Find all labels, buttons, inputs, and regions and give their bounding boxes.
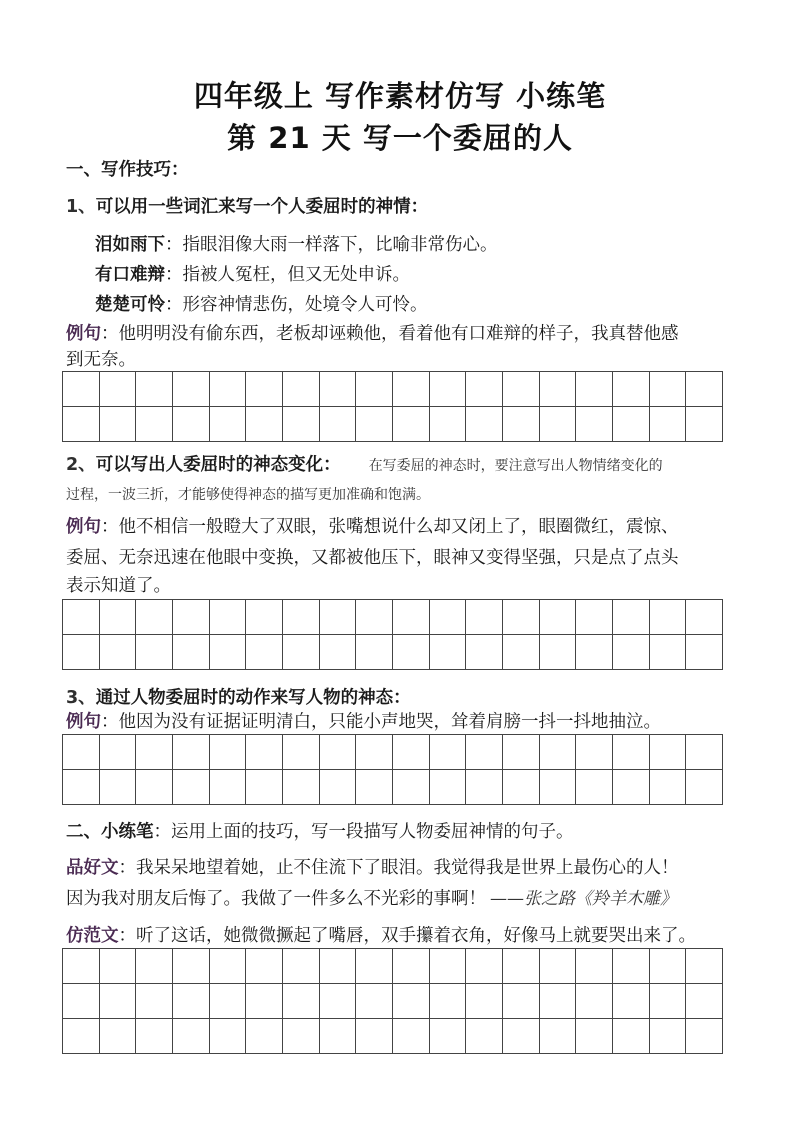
page-subtitle: 第 21 天 写一个委屈的人 bbox=[227, 121, 573, 155]
grid-cell[interactable] bbox=[100, 1019, 137, 1054]
term-word: 楚楚可怜 bbox=[95, 295, 165, 315]
grid-cell[interactable] bbox=[430, 949, 467, 984]
grid-cell[interactable] bbox=[63, 407, 100, 442]
example-label: 例句 bbox=[66, 324, 101, 344]
grid-cell[interactable] bbox=[430, 1019, 467, 1054]
tip2-num: 2、 bbox=[66, 455, 96, 475]
grid-cell[interactable] bbox=[356, 735, 393, 770]
grid-cell[interactable] bbox=[540, 735, 577, 770]
grid-cell[interactable] bbox=[63, 1019, 100, 1054]
grid-cell[interactable] bbox=[686, 407, 723, 442]
grid-cell[interactable] bbox=[503, 735, 540, 770]
grid-cell[interactable] bbox=[320, 635, 357, 670]
grid-cell[interactable] bbox=[576, 600, 613, 635]
grid-cell[interactable] bbox=[173, 407, 210, 442]
grid-cell[interactable] bbox=[686, 770, 723, 805]
grid-cell[interactable] bbox=[63, 949, 100, 984]
tip2-example-line3: 表示知道了。 bbox=[66, 576, 171, 596]
grid-cell[interactable] bbox=[686, 735, 723, 770]
section2-instruction: ：运用上面的技巧，写一段描写人物委屈神情的句子。 bbox=[153, 822, 574, 842]
grid-cell[interactable] bbox=[540, 949, 577, 984]
grid-cell[interactable] bbox=[393, 735, 430, 770]
grid-cell[interactable] bbox=[650, 407, 687, 442]
grid-cell[interactable] bbox=[356, 372, 393, 407]
grid-cell[interactable] bbox=[246, 770, 283, 805]
grid-cell[interactable] bbox=[613, 735, 650, 770]
grid-cell[interactable] bbox=[136, 984, 173, 1019]
grid-cell[interactable] bbox=[430, 372, 467, 407]
grid-cell[interactable] bbox=[540, 1019, 577, 1054]
grid-cell[interactable] bbox=[576, 407, 613, 442]
grid-cell[interactable] bbox=[503, 372, 540, 407]
grid-cell[interactable] bbox=[576, 735, 613, 770]
grid-cell[interactable] bbox=[246, 600, 283, 635]
grid-cell[interactable] bbox=[613, 1019, 650, 1054]
grid-cell[interactable] bbox=[136, 600, 173, 635]
model-text: ：听了这话，她微微撅起了嘴唇，双手攥着衣角，好像马上就要哭出来了。 bbox=[118, 926, 696, 946]
grid-cell[interactable] bbox=[393, 949, 430, 984]
grid-cell[interactable] bbox=[356, 984, 393, 1019]
term-definition: 指被人冤枉，但又无处申诉。 bbox=[182, 265, 410, 285]
grid-cell[interactable] bbox=[356, 407, 393, 442]
grid-cell[interactable] bbox=[430, 407, 467, 442]
grid-cell[interactable] bbox=[650, 949, 687, 984]
grid-cell[interactable] bbox=[320, 600, 357, 635]
grid-cell[interactable] bbox=[430, 600, 467, 635]
grid-cell[interactable] bbox=[246, 1019, 283, 1054]
grid-cell[interactable] bbox=[246, 949, 283, 984]
grid-cell[interactable] bbox=[540, 407, 577, 442]
grid-cell[interactable] bbox=[356, 1019, 393, 1054]
grid-cell[interactable] bbox=[136, 372, 173, 407]
grid-cell[interactable] bbox=[283, 600, 320, 635]
grid-cell[interactable] bbox=[650, 372, 687, 407]
grid-cell[interactable] bbox=[576, 635, 613, 670]
grid-cell[interactable] bbox=[246, 735, 283, 770]
writing-grid-1[interactable] bbox=[62, 371, 723, 442]
grid-cell[interactable] bbox=[320, 984, 357, 1019]
term-word: 泪如雨下 bbox=[95, 235, 165, 255]
grid-cell[interactable] bbox=[63, 984, 100, 1019]
good-label: 品好文 bbox=[66, 858, 119, 878]
grid-cell[interactable] bbox=[210, 635, 247, 670]
example-text: ：他因为没有证据证明清白，只能小声地哭，耸着肩膀一抖一抖地抽泣。 bbox=[101, 712, 661, 732]
grid-cell[interactable] bbox=[210, 407, 247, 442]
grid-cell[interactable] bbox=[466, 984, 503, 1019]
grid-cell[interactable] bbox=[686, 635, 723, 670]
grid-cell[interactable] bbox=[100, 984, 137, 1019]
grid-cell[interactable] bbox=[430, 770, 467, 805]
term-row bbox=[95, 293, 775, 317]
model-label: 仿范文 bbox=[66, 926, 119, 946]
grid-cell[interactable] bbox=[246, 372, 283, 407]
grid-cell[interactable] bbox=[63, 735, 100, 770]
example-text: ：他不相信一般瞪大了双眼，张嘴想说什么却又闭上了，眼圈微红，震惊、 bbox=[101, 517, 679, 537]
term-definition: 形容神情悲伤，处境令人可怜。 bbox=[182, 295, 428, 315]
grid-cell[interactable] bbox=[393, 984, 430, 1019]
grid-cell[interactable] bbox=[466, 372, 503, 407]
term-definition: 指眼泪像大雨一样落下，比喻非常伤心。 bbox=[182, 235, 498, 255]
grid-cell[interactable] bbox=[576, 1019, 613, 1054]
grid-cell[interactable] bbox=[63, 635, 100, 670]
tip1-heading-text: 可以用一些词汇来写一个人委屈时的神情： bbox=[95, 197, 429, 217]
grid-cell[interactable] bbox=[430, 635, 467, 670]
grid-cell[interactable] bbox=[136, 635, 173, 670]
grid-cell[interactable] bbox=[613, 372, 650, 407]
grid-cell[interactable] bbox=[503, 635, 540, 670]
grid-cell[interactable] bbox=[430, 735, 467, 770]
tip3-num: 3、 bbox=[66, 688, 96, 708]
grid-cell[interactable] bbox=[246, 984, 283, 1019]
grid-cell[interactable] bbox=[283, 735, 320, 770]
grid-cell[interactable] bbox=[136, 949, 173, 984]
grid-cell[interactable] bbox=[650, 1019, 687, 1054]
grid-cell[interactable] bbox=[320, 770, 357, 805]
grid-cell[interactable] bbox=[393, 372, 430, 407]
grid-cell[interactable] bbox=[173, 372, 210, 407]
tip2-note: 在写委屈的神态时，要注意写出人物情绪变化的 bbox=[368, 458, 663, 474]
grid-cell[interactable] bbox=[100, 949, 137, 984]
grid-cell[interactable] bbox=[283, 1019, 320, 1054]
tip3-heading-text: 通过人物委屈时的动作来写人物的神态： bbox=[95, 688, 411, 708]
term-sep: ： bbox=[165, 235, 183, 255]
grid-cell[interactable] bbox=[540, 984, 577, 1019]
section2-heading bbox=[66, 820, 746, 844]
grid-cell[interactable] bbox=[246, 635, 283, 670]
grid-cell[interactable] bbox=[576, 372, 613, 407]
good-text: ：我呆呆地望着她，止不住流下了眼泪。我觉得我是世界上最伤心的人！ bbox=[118, 858, 679, 878]
grid-cell[interactable] bbox=[503, 984, 540, 1019]
grid-cell[interactable] bbox=[100, 635, 137, 670]
example-label: 例句 bbox=[66, 712, 101, 732]
section1-heading: 一、写作技巧： bbox=[66, 160, 189, 180]
grid-cell[interactable] bbox=[393, 635, 430, 670]
section2-heading-text: 二、小练笔 bbox=[66, 822, 154, 842]
tip1-example-line1 bbox=[66, 322, 746, 346]
tip2-note-line2: 过程，一波三折，才能够使得神态的描写更加准确和饱满。 bbox=[66, 487, 430, 503]
grid-cell[interactable] bbox=[576, 770, 613, 805]
page-title: 四年级上 写作素材仿写 小练笔 bbox=[193, 79, 607, 113]
grid-cell[interactable] bbox=[430, 984, 467, 1019]
grid-cell[interactable] bbox=[356, 635, 393, 670]
grid-cell[interactable] bbox=[540, 600, 577, 635]
good-text-line2 bbox=[66, 887, 746, 911]
grid-cell[interactable] bbox=[283, 984, 320, 1019]
grid-cell[interactable] bbox=[100, 407, 137, 442]
grid-cell[interactable] bbox=[356, 770, 393, 805]
grid-cell[interactable] bbox=[393, 407, 430, 442]
grid-cell[interactable] bbox=[686, 600, 723, 635]
tip1-example-line2: 到无奈。 bbox=[66, 350, 136, 370]
good-text-line1 bbox=[66, 856, 746, 880]
grid-cell[interactable] bbox=[283, 770, 320, 805]
grid-cell[interactable] bbox=[136, 735, 173, 770]
tip2-heading-text: 可以写出人委屈时的神态变化： bbox=[95, 455, 341, 475]
grid-cell[interactable] bbox=[356, 949, 393, 984]
grid-cell[interactable] bbox=[613, 407, 650, 442]
grid-cell[interactable] bbox=[613, 770, 650, 805]
grid-cell[interactable] bbox=[540, 770, 577, 805]
grid-cell[interactable] bbox=[173, 635, 210, 670]
grid-cell[interactable] bbox=[246, 407, 283, 442]
grid-cell[interactable] bbox=[503, 407, 540, 442]
grid-cell[interactable] bbox=[100, 770, 137, 805]
tip2-heading bbox=[66, 453, 746, 478]
grid-cell[interactable] bbox=[466, 735, 503, 770]
grid-cell[interactable] bbox=[466, 770, 503, 805]
grid-cell[interactable] bbox=[320, 407, 357, 442]
tip1-heading bbox=[66, 195, 746, 219]
grid-cell[interactable] bbox=[393, 600, 430, 635]
grid-cell[interactable] bbox=[686, 1019, 723, 1054]
grid-cell[interactable] bbox=[393, 1019, 430, 1054]
grid-cell[interactable] bbox=[210, 735, 247, 770]
example-text: ：他明明没有偷东西，老板却诬赖他，看着他有口难辩的样子，我真替他感 bbox=[101, 324, 679, 344]
writing-grid-4[interactable] bbox=[62, 948, 723, 1054]
grid-cell[interactable] bbox=[173, 949, 210, 984]
grid-cell[interactable] bbox=[136, 1019, 173, 1054]
grid-cell[interactable] bbox=[650, 735, 687, 770]
grid-cell[interactable] bbox=[650, 635, 687, 670]
writing-grid-2[interactable] bbox=[62, 599, 723, 670]
grid-cell[interactable] bbox=[540, 635, 577, 670]
grid-cell[interactable] bbox=[650, 770, 687, 805]
grid-cell[interactable] bbox=[466, 407, 503, 442]
grid-cell[interactable] bbox=[210, 1019, 247, 1054]
grid-cell[interactable] bbox=[320, 735, 357, 770]
grid-cell[interactable] bbox=[173, 770, 210, 805]
good-text: 因为我对朋友后悔了。我做了一件多么不光彩的事啊！ bbox=[66, 889, 486, 909]
grid-cell[interactable] bbox=[63, 600, 100, 635]
writing-grid-3[interactable] bbox=[62, 734, 723, 805]
grid-cell[interactable] bbox=[686, 984, 723, 1019]
term-row bbox=[95, 263, 775, 287]
grid-cell[interactable] bbox=[320, 372, 357, 407]
good-author: ——张之路《羚羊木雕》 bbox=[490, 889, 677, 909]
grid-cell[interactable] bbox=[100, 735, 137, 770]
grid-cell[interactable] bbox=[613, 949, 650, 984]
grid-cell[interactable] bbox=[503, 1019, 540, 1054]
grid-cell[interactable] bbox=[503, 770, 540, 805]
grid-cell[interactable] bbox=[100, 600, 137, 635]
grid-cell[interactable] bbox=[283, 635, 320, 670]
grid-cell[interactable] bbox=[210, 770, 247, 805]
grid-cell[interactable] bbox=[100, 372, 137, 407]
grid-cell[interactable] bbox=[503, 949, 540, 984]
example-label: 例句 bbox=[66, 517, 101, 537]
grid-cell[interactable] bbox=[173, 600, 210, 635]
grid-cell[interactable] bbox=[173, 984, 210, 1019]
tip3-heading bbox=[66, 686, 746, 710]
tip2-example-line2: 委屈、无奈迅速在他眼中变换，又都被他压下，眼神又变得坚强，只是点了点头 bbox=[66, 548, 679, 568]
grid-cell[interactable] bbox=[503, 600, 540, 635]
grid-cell[interactable] bbox=[650, 984, 687, 1019]
grid-cell[interactable] bbox=[210, 600, 247, 635]
grid-cell[interactable] bbox=[686, 372, 723, 407]
term-word: 有口难辩 bbox=[95, 265, 165, 285]
grid-cell[interactable] bbox=[393, 770, 430, 805]
grid-cell[interactable] bbox=[210, 372, 247, 407]
grid-cell[interactable] bbox=[613, 635, 650, 670]
grid-cell[interactable] bbox=[466, 1019, 503, 1054]
tip1-num: 1、 bbox=[66, 197, 96, 217]
grid-cell[interactable] bbox=[210, 984, 247, 1019]
grid-cell[interactable] bbox=[650, 600, 687, 635]
grid-cell[interactable] bbox=[540, 372, 577, 407]
term-sep: ： bbox=[165, 265, 183, 285]
model-text-line1 bbox=[66, 924, 746, 948]
grid-cell[interactable] bbox=[576, 949, 613, 984]
grid-cell[interactable] bbox=[63, 372, 100, 407]
grid-cell[interactable] bbox=[320, 949, 357, 984]
grid-cell[interactable] bbox=[136, 407, 173, 442]
tip3-example-line1 bbox=[66, 710, 746, 734]
term-row bbox=[95, 233, 775, 257]
grid-cell[interactable] bbox=[613, 600, 650, 635]
grid-cell[interactable] bbox=[136, 770, 173, 805]
grid-cell[interactable] bbox=[173, 735, 210, 770]
tip2-example-line1 bbox=[66, 515, 746, 539]
grid-cell[interactable] bbox=[283, 372, 320, 407]
term-sep: ： bbox=[165, 295, 183, 315]
grid-cell[interactable] bbox=[466, 635, 503, 670]
grid-cell[interactable] bbox=[173, 1019, 210, 1054]
grid-cell[interactable] bbox=[686, 949, 723, 984]
grid-cell[interactable] bbox=[356, 600, 393, 635]
grid-cell[interactable] bbox=[576, 984, 613, 1019]
grid-cell[interactable] bbox=[466, 949, 503, 984]
grid-cell[interactable] bbox=[210, 949, 247, 984]
grid-cell[interactable] bbox=[283, 407, 320, 442]
grid-cell[interactable] bbox=[320, 1019, 357, 1054]
grid-cell[interactable] bbox=[613, 984, 650, 1019]
grid-cell[interactable] bbox=[63, 770, 100, 805]
grid-cell[interactable] bbox=[283, 949, 320, 984]
grid-cell[interactable] bbox=[466, 600, 503, 635]
